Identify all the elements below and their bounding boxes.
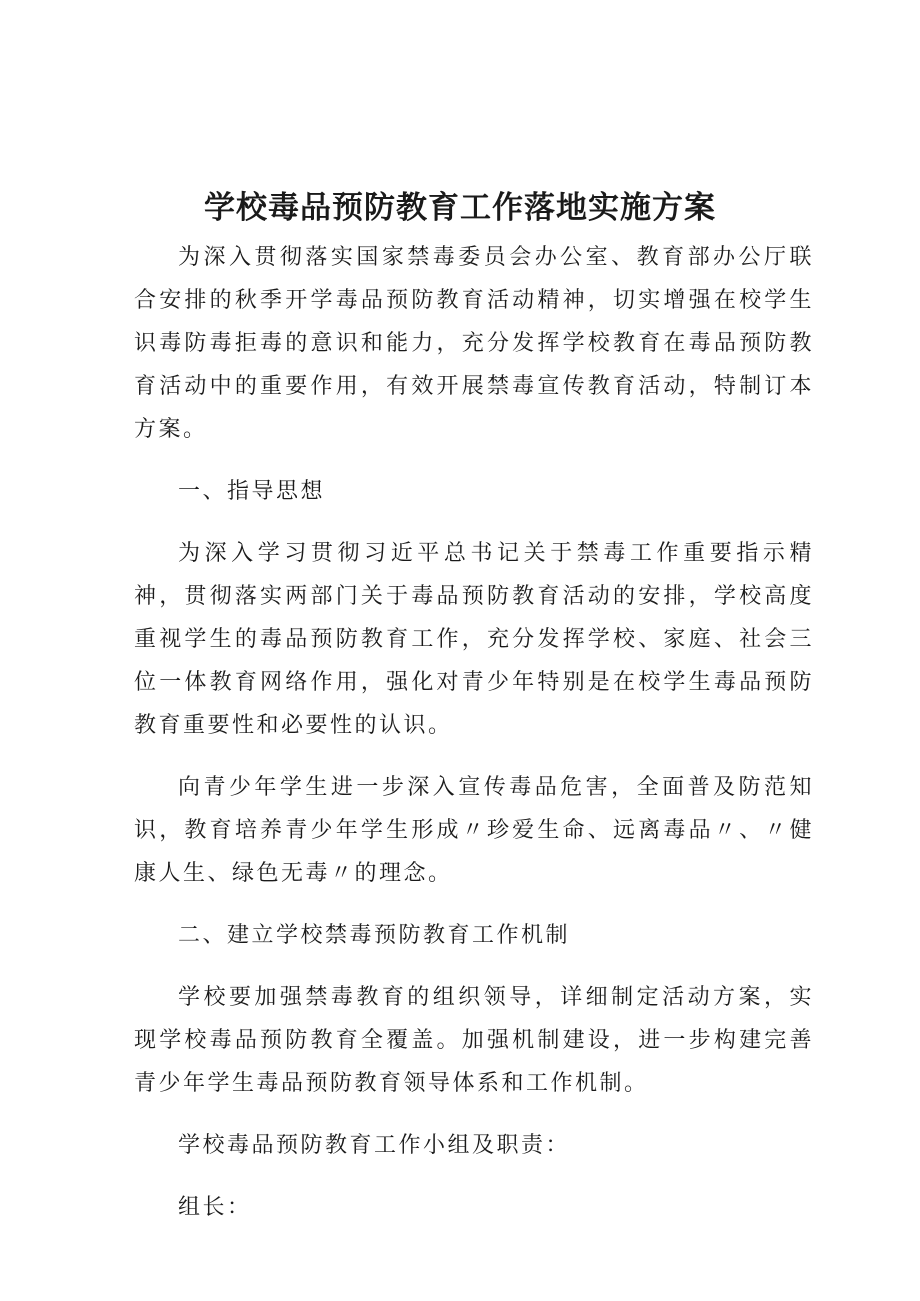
section-heading-work-mechanism: 二、建立学校禁毒预防教育工作机制 [178,923,571,948]
guiding-ideology-paragraph: 为深入学习贯彻习近平总书记关于禁毒工作重要指示精神，贯彻落实两部门关于毒品预防教育活动的安排，学校高度重视学生的毒品预防教育工作，充分发挥学校、家庭、社会三位一体教育网络作用，强化对青少年特别是在校学生毒品预防教育重要性和必要性的认识。 [134,541,814,738]
document-title: 学校毒品预防教育工作落地实施方案 [204,190,716,226]
document-body [134,236,814,1229]
intro-paragraph: 为深入贯彻落实国家禁毒委员会办公室、教育部办公厅联合安排的秋季开学毒品预防教育活动精神，切实增强在校学生识毒防毒拒毒的意识和能力，充分发挥学校教育在毒品预防教育活动中的重要作用，有效开展禁毒宣传教育活动，特制订本方案。 [134,245,814,442]
work-mechanism-paragraph: 学校要加强禁毒教育的组织领导，详细制定活动方案，实现学校毒品预防教育全覆盖。加强机制建设，进一步构建完善青少年学生毒品预防教育领导体系和工作机制。 [134,985,814,1096]
section-heading-guiding-ideology: 一、指导思想 [178,479,326,504]
propaganda-paragraph: 向青少年学生进一步深入宣传毒品危害，全面普及防范知识，教育培养青少年学生形成〃珍爱生命、远离毒品〃、〃健康人生、绿色无毒〃的理念。 [134,775,814,886]
working-group-paragraph: 学校毒品预防教育工作小组及职责： [178,1133,571,1158]
group-leader-paragraph: 组长： [178,1195,252,1220]
